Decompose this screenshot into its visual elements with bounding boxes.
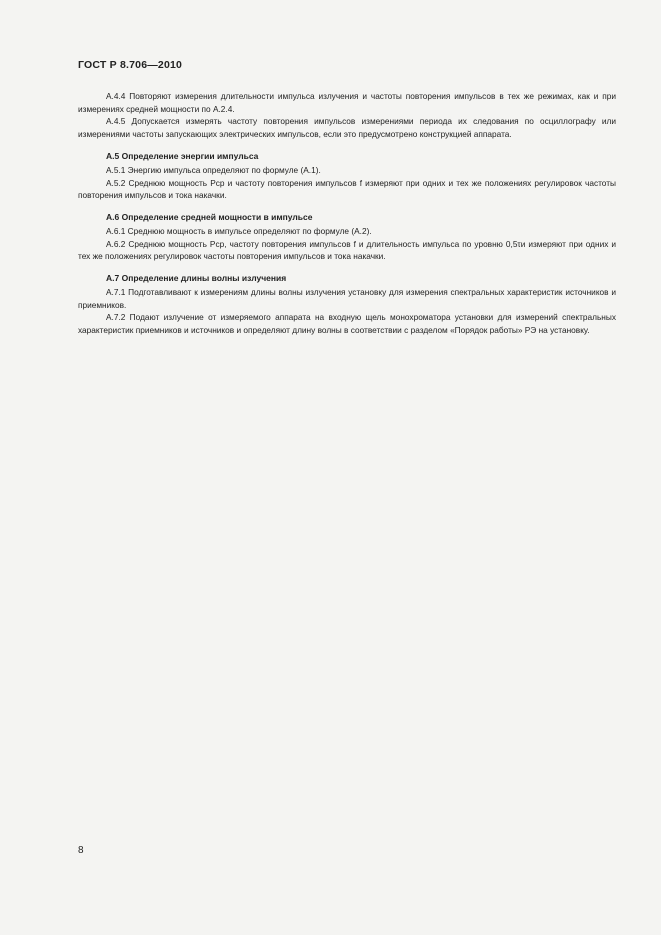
document-body [78,90,616,337]
paragraph-a4-5: А.4.5 Допускается измерять частоту повторения импульсов измерениями периода их следования по осциллографу или измерениями частоты запускающих электрических импульсов, если это предусмотрено конструкцией аппарата. [78,116,616,140]
section-title-a5: А.5 Определение энергии импульса [106,150,259,161]
paragraph-a5-1: А.5.1 Энергию импульса определяют по формуле (А.1). [106,164,321,175]
section-title-a7: А.7 Определение длины волны излучения [106,273,287,284]
paragraph-a4-4: А.4.4 Повторяют измерения длительности импульса излучения и частоты повторения импульсов в тех же режимах, как и при измерениях средней мощности по А.2.4. [78,91,616,114]
paragraph-a5-2: А.5.2 Среднюю мощность Pср и частоту повторения импульсов f измеряют при одних и тех же положениях регулировок частоты повторения импульсов и тока накачки. [78,177,616,201]
paragraph-a6-2: А.6.2 Среднюю мощность Pср, частоту повторения импульсов f и длительность импульса по уровню 0,5τи измеряют при одних и тех же положениях регулировок частоты повторения импульсов и тока накачки. [78,238,616,262]
paragraph-a7-2: А.7.2 Подают излучение от измеряемого аппарата на входную щель монохроматора установки для измерений спектральных характеристик приемников и источников и определяют длину волны в соответствии с разделом «Порядок работы» РЭ на установку. [78,312,616,336]
page-number: 8 [78,845,84,856]
document-header: ГОСТ Р 8.706—2010 [78,59,183,71]
paragraph-a6-1: А.6.1 Среднюю мощность в импульсе определяют по формуле (А.2). [106,225,372,236]
paragraph-a7-1: А.7.1 Подготавливают к измерениям длины волны излучения установку для измерения спектральных характеристик источников и приемников. [78,287,616,310]
section-title-a6: А.6 Определение средней мощности в импульсе [106,211,313,222]
